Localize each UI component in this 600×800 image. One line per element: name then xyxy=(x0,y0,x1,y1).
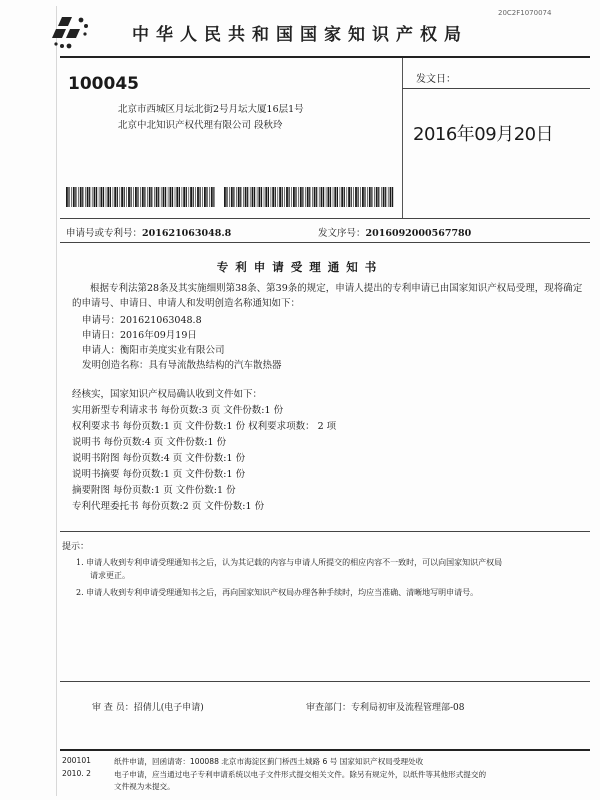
barcode-rule xyxy=(60,218,590,219)
signature-rule xyxy=(60,681,590,682)
document-item: 说明书 每份页数:4 页 文件份数:1 份 xyxy=(72,437,227,448)
detail-application-number: 申请号：201621063048.8 xyxy=(82,315,202,326)
hint-item: 2. 申请人收到专利申请受理通知书之后，再向国家知识产权局办理各种手续时，均应当准确、清晰地写明申请号。 xyxy=(76,588,479,597)
examiner: 审 查 员：招倩儿(电子申请) xyxy=(92,703,204,713)
header-rule xyxy=(60,56,590,58)
application-number-row xyxy=(66,225,231,239)
serial-number-row xyxy=(318,225,471,239)
document-item: 专利代理委托书 每份页数:2 页 文件份数:1 份 xyxy=(72,501,265,512)
serial-number: 2016092000567780 xyxy=(365,228,472,239)
intro-paragraph: 根据专利法第28条及其实施细则第38条、第39条的规定，申请人提出的专利申请已由国家知识产权局受理，现将确定的申请号、申请日、申请人和发明创造名称通知如下： xyxy=(72,283,583,309)
footer-line-2: 电子申请，应当通过电子专利申请系统以电子文件形式提交相关文件。除另有规定外，以纸件等其他形式提交的 xyxy=(114,770,487,779)
number-rule xyxy=(60,242,590,243)
footer-code-1: 200101 xyxy=(62,756,91,765)
document-item: 实用新型专利请求书 每份页数:3 页 文件份数:1 份 xyxy=(72,405,284,416)
postcode: 100045 xyxy=(68,74,139,94)
footer-line-3: 文件视为未提交。 xyxy=(114,782,175,791)
application-number-label: 申请号或专利号： xyxy=(66,228,143,239)
address-divider xyxy=(402,58,403,218)
serial-number-label: 发文序号： xyxy=(318,228,366,239)
detail-applicant: 申请人：衡阳市美度实业有限公司 xyxy=(82,345,225,356)
hint-rule xyxy=(60,531,590,532)
document-item: 摘要附图 每份页数:1 页 文件份数:1 份 xyxy=(72,485,236,496)
application-number: 201621063048.8 xyxy=(142,228,232,239)
send-date-label: 发文日： xyxy=(416,74,456,85)
confirm-intro: 经核实，国家知识产权局确认收到文件如下： xyxy=(72,389,263,400)
footer-line-1: 纸件申请，回函请寄：100088 北京市海淀区蓟门桥西土城路 6 号 国家知识产权局受理处收 xyxy=(114,757,424,766)
footer-code-2: 2010. 2 xyxy=(62,769,91,778)
document-item: 权利要求书 每份页数:1 页 文件份数:1 份 权利要求项数： 2 项 xyxy=(72,421,337,432)
date-box-rule xyxy=(402,88,590,89)
hint-item: 1. 申请人收到专利申请受理通知书之后，认为其记载的内容与申请人所提交的相应内容不一致时，可以向国家知识产权局 请求更正。 xyxy=(76,558,503,580)
detail-application-date: 申请日：2016年09月19日 xyxy=(82,330,197,341)
document-item: 说明书附图 每份页数:4 页 文件份数:1 份 xyxy=(72,453,246,464)
barcode-right xyxy=(224,187,394,207)
department: 审查部门：专利局初审及流程管理部-08 xyxy=(306,703,465,713)
document-item: 说明书摘要 每份页数:1 页 文件份数:1 份 xyxy=(72,469,246,480)
footer-rule xyxy=(60,749,590,751)
hint-label: 提示： xyxy=(62,542,90,552)
document-code: 20C2F1070074 xyxy=(498,9,552,17)
send-date: 2016年09月20日 xyxy=(413,124,554,145)
barcode-left xyxy=(66,187,216,207)
address-line-1: 北京市西城区月坛北街2号月坛大厦16层1号 xyxy=(118,104,304,115)
office-header-title: 中华人民共和国国家知识产权局 xyxy=(132,25,468,45)
address-line-2: 北京中北知识产权代理有限公司 段秋玲 xyxy=(118,120,283,131)
notice-title: 专利申请受理通知书 xyxy=(216,260,384,274)
detail-invention-title: 发明创造名称：具有导流散热结构的汽车散热器 xyxy=(82,360,282,371)
sipo-logo-icon xyxy=(48,13,90,51)
